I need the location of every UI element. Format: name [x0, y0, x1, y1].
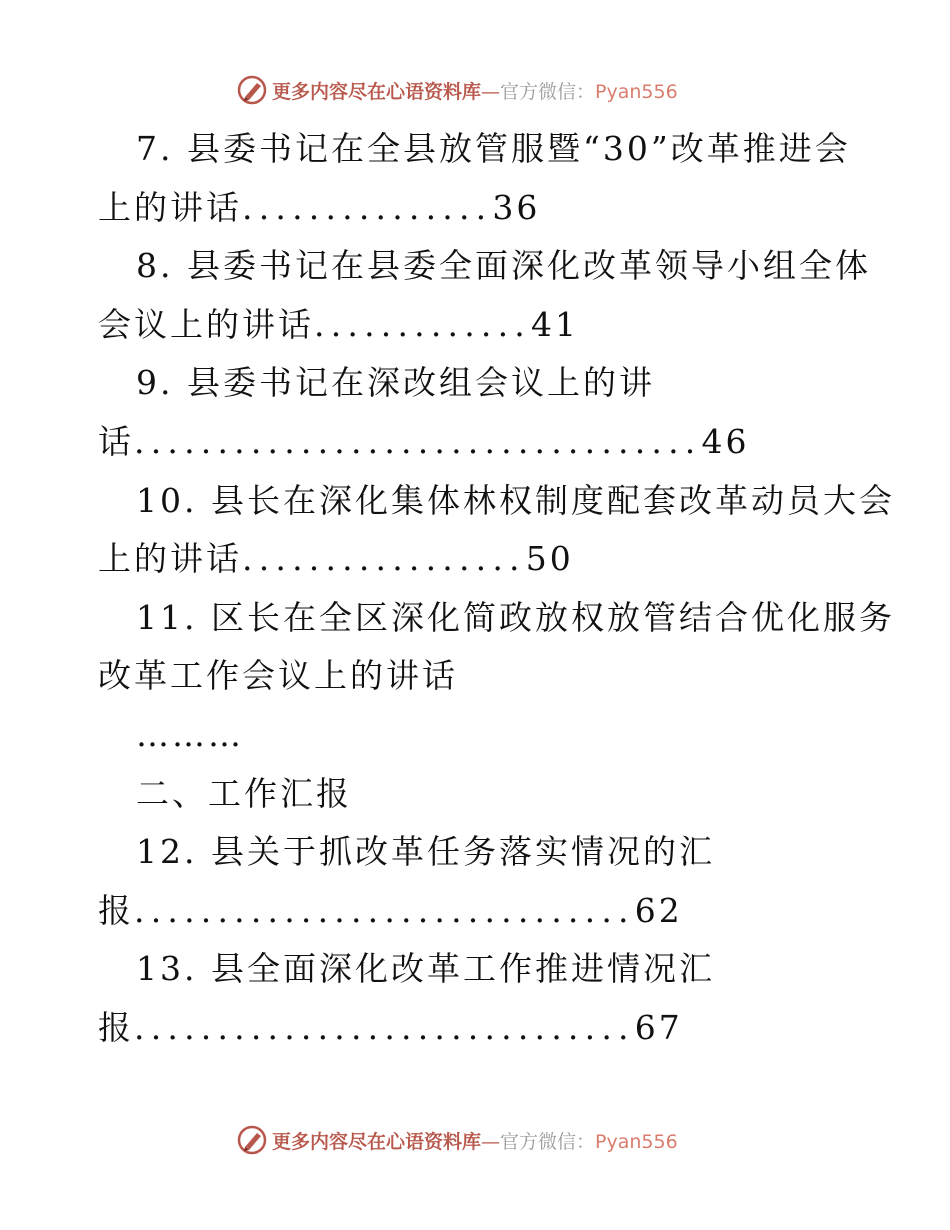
toc-item-13-title: 13. 县全面深化改革工作推进情况汇 — [136, 949, 715, 989]
toc-page-number: 62 — [634, 890, 683, 930]
toc-item-11-title: 11. 区长在全区深化简政放权放管结合优化服务 — [136, 597, 895, 637]
toc-item-10-continuation — [98, 530, 858, 589]
section-heading-work-report: 二、工作汇报 — [136, 773, 352, 813]
toc-item-13-continuation — [98, 999, 858, 1058]
pen-logo-icon — [236, 1124, 268, 1156]
toc-item-8-continuation — [98, 296, 858, 355]
toc-item-12-text: 报 — [98, 890, 134, 930]
toc-item-7-title: 7. 县委书记在全县放管服暨“30”改革推进会 — [136, 129, 851, 168]
toc-item-13-text: 报 — [98, 1007, 134, 1047]
toc-page-number: 41 — [530, 304, 579, 344]
toc-item-8-title: 8. 县委书记在县委全面深化改革领导小组全体 — [136, 246, 871, 286]
watermark-site-text: 更多内容尽在心语资料库 — [272, 80, 482, 103]
toc-item-11-continuation: 改革工作会议上的讲话 — [98, 656, 458, 696]
toc-item-9-text: 话 — [98, 421, 134, 461]
toc-item-7-continuation — [98, 179, 858, 238]
toc-leader-dots: ............. — [314, 304, 531, 344]
toc-item-12-continuation — [98, 882, 858, 941]
toc-content — [98, 120, 895, 1058]
toc-leader-dots: .................................. — [134, 421, 702, 461]
toc-item-8-text: 会议上的讲话 — [98, 304, 314, 344]
watermark-wechat-label: 官方微信： — [500, 80, 596, 103]
toc-leader-dots: .............................. — [134, 890, 635, 930]
watermark-wechat-id: Pyan556 — [595, 80, 678, 103]
watermark-wechat-label: 官方微信： — [500, 1130, 596, 1153]
watermark-dash: — — [481, 1130, 501, 1153]
toc-ellipsis: ……… — [136, 714, 244, 754]
toc-item-9-continuation — [98, 413, 858, 472]
toc-leader-dots: ................. — [242, 539, 526, 579]
toc-item-10-title: 10. 县长在深化集体林权制度配套改革动员大会 — [136, 480, 895, 520]
toc-item-12-title: 12. 县关于抓改革任务落实情况的汇 — [136, 832, 715, 872]
footer-watermark — [236, 1122, 678, 1158]
watermark-dash: — — [481, 80, 501, 103]
toc-item-9-title: 9. 县委书记在深改组会议上的讲 — [136, 363, 655, 403]
toc-page-number: 46 — [701, 421, 750, 461]
toc-item-10-text: 上的讲话 — [98, 539, 242, 579]
pen-logo-icon — [236, 74, 268, 106]
watermark-site-text: 更多内容尽在心语资料库 — [272, 1130, 482, 1153]
toc-leader-dots: .............................. — [134, 1007, 635, 1047]
toc-page-number: 36 — [492, 187, 541, 227]
toc-item-7-text: 上的讲话 — [98, 187, 242, 227]
watermark-wechat-id: Pyan556 — [595, 1130, 678, 1153]
toc-page-number: 67 — [634, 1007, 683, 1047]
toc-leader-dots: ............... — [242, 187, 493, 227]
toc-page-number: 50 — [525, 539, 574, 579]
header-watermark — [236, 72, 678, 108]
